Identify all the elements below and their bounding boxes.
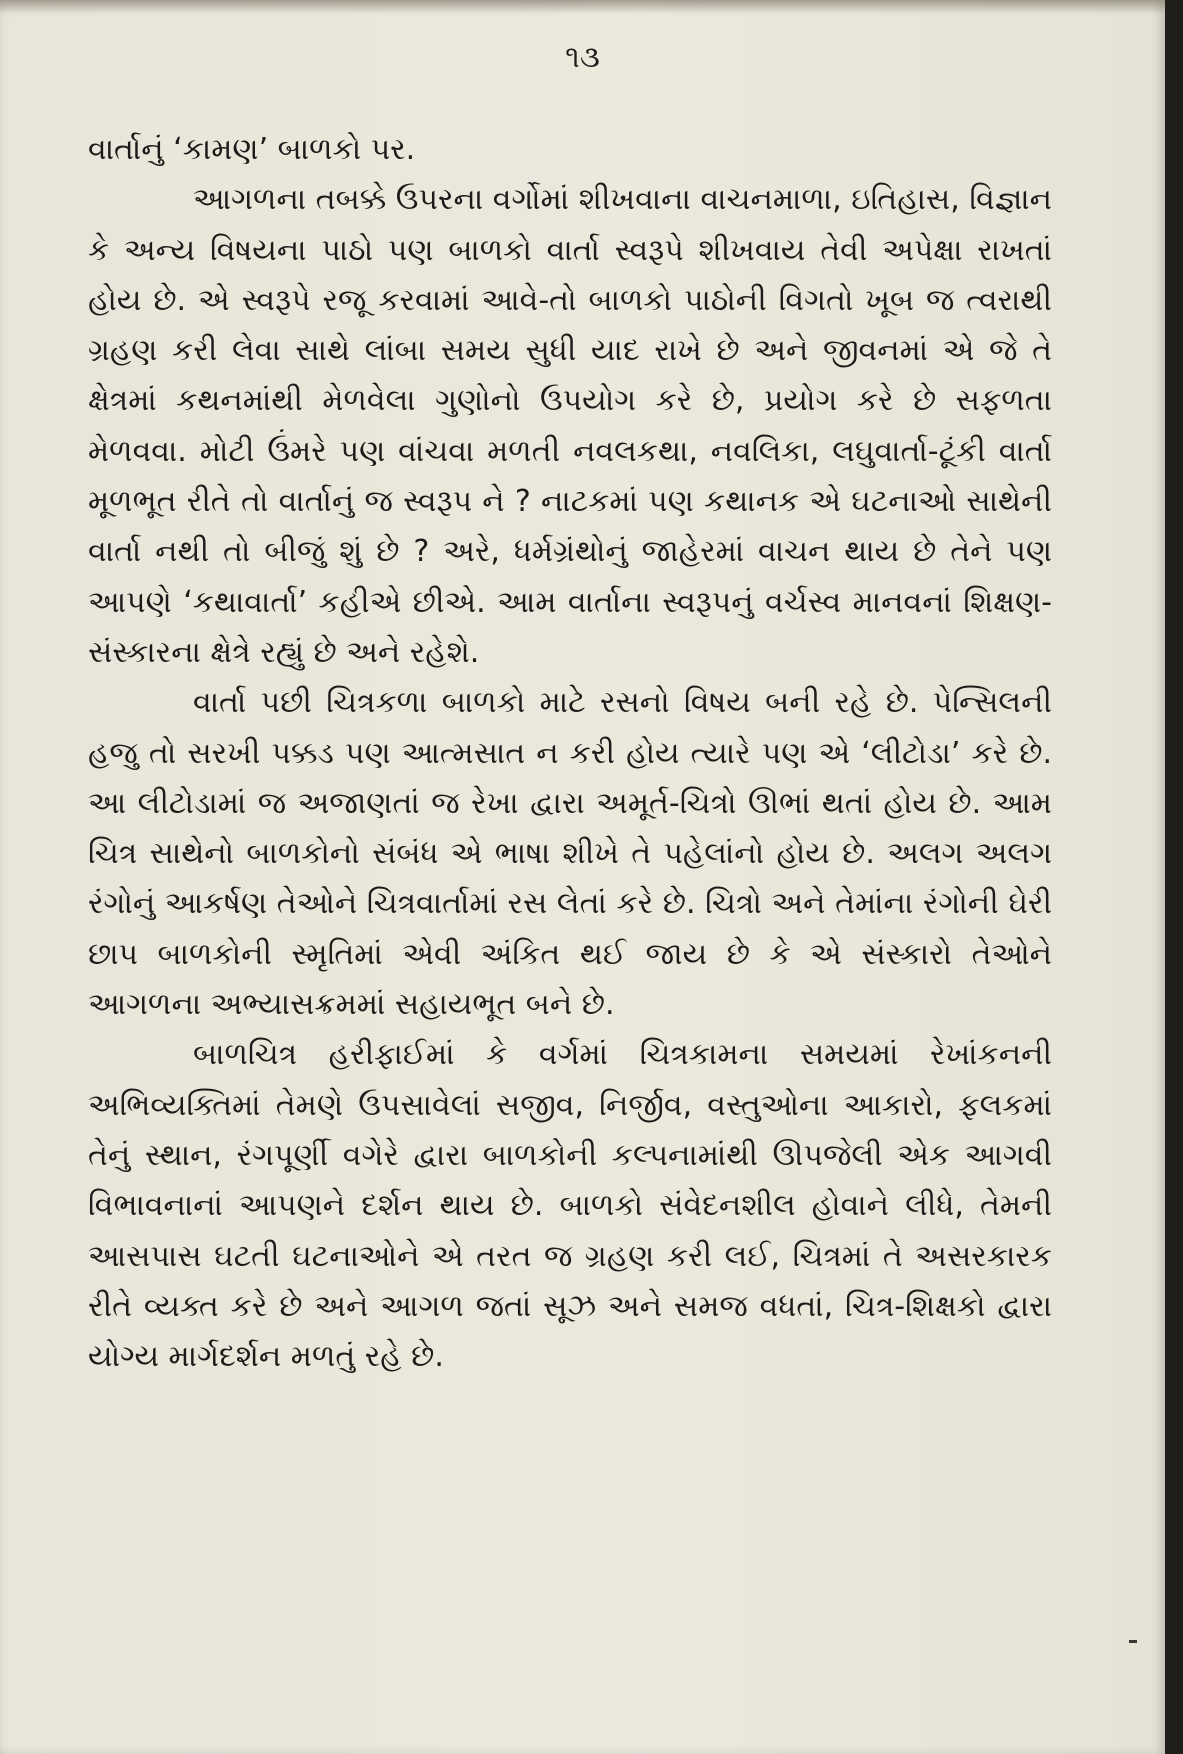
body-text	[88, 125, 1052, 1382]
paragraph: આગળના તબક્કે ઉપરના વર્ગોમાં શીખવાના વાચનમાળા, ઇતિહાસ, વિજ્ઞાન કે અન્ય વિષયના પાઠો પણ બાળકો વાર્તા સ્વરૂપે શીખવાય તેવી અપેક્ષા રાખતાં હોય છે. એ સ્વરૂપે રજૂ કરવામાં આવે-તો બાળકો પાઠોની વિગતો ખૂબ જ ત્વરાથી ગ્રહણ કરી લેવા સાથે લાંબા સમય સુધી યાદ રાખે છે અને જીવનમાં એ જે તે ક્ષેત્રમાં કથનમાંથી મેળવેલા ગુણોનો ઉપયોગ કરે છે, પ્રયોગ કરે છે સફળતા મેળવવા. મોટી ઉંમરે પણ વાંચવા મળતી નવલકથા, નવલિકા, લઘુવાર્તા-ટૂંકી વાર્તા મૂળભૂત રીતે તો વાર્તાનું જ સ્વરૂપ ને ? નાટકમાં પણ કથાનક એ ઘટનાઓ સાથેની વાર્તા નથી તો બીજું શું છે ? અરે, ધર્મગ્રંથોનું જાહેરમાં વાચન થાય છે તેને પણ આપણે ‘કથાવાર્તા’ કહીએ છીએ. આમ વાર્તાના સ્વરૂપનું વર્ચસ્વ માનવનાં શિક્ષણ-સંસ્કારના ક્ષેત્રે રહ્યું છે અને રહેશે.	[88, 182, 1052, 670]
paragraph: બાળચિત્ર હરીફાઈમાં કે વર્ગમાં ચિત્રકામના સમયમાં રેખાંકનની અભિવ્યક્તિમાં તેમણે ઉપસાવેલાં સજીવ, નિર્જીવ, વસ્તુઓના આકારો, ફલકમાં તેનું સ્થાન, રંગપૂર્ણી વગેરે દ્વારા બાળકોની કલ્પનામાંથી ઊપજેલી એક આગવી વિભાવનાનાં આપણને દર્શન થાય છે. બાળકો સંવેદનશીલ હોવાને લીધે, તેમની આસપાસ ઘટતી ઘટનાઓને એ તરત જ ગ્રહણ કરી લઈ, ચિત્રમાં તે અસરકારક રીતે વ્યક્ત કરે છે અને આગળ જતાં સૂઝ અને સમજ વધતાં, ચિત્ર-શિક્ષકો દ્વારા યોગ્ય માર્ગદર્શન મળતું રહે છે.	[88, 1037, 1052, 1375]
paragraph-continuation: વાર્તાનું ‘કામણ’ બાળકો પર.	[88, 132, 416, 167]
margin-mark	[1129, 1640, 1137, 1643]
paragraph: વાર્તા પછી ચિત્રકળા બાળકો માટે રસનો વિષય બની રહે છે. પેન્સિલની હજુ તો સરખી પક્કડ પણ આત્મસાત ન કરી હોય ત્યારે પણ એ ‘લીટોડા’ કરે છે. આ લીટોડામાં જ અજાણતાં જ રેખા દ્વારા અમૂર્ત-ચિત્રો ઊભાં થતાં હોય છે. આમ ચિત્ર સાથેનો બાળકોનો સંબંધ એ ભાષા શીખે તે પહેલાંનો હોય છે. અલગ અલગ રંગોનું આકર્ષણ તેઓને ચિત્રવાર્તામાં રસ લેતાં કરે છે. ચિત્રો અને તેમાંના રંગોની ઘેરી છાપ બાળકોની સ્મૃતિમાં એવી અંકિત થઈ જાય છે કે એ સંસ્કારો તેઓને આગળના અભ્યાસક્રમમાં સહાયભૂત બને છે.	[88, 685, 1052, 1023]
page-number: ૧૩	[565, 40, 600, 75]
